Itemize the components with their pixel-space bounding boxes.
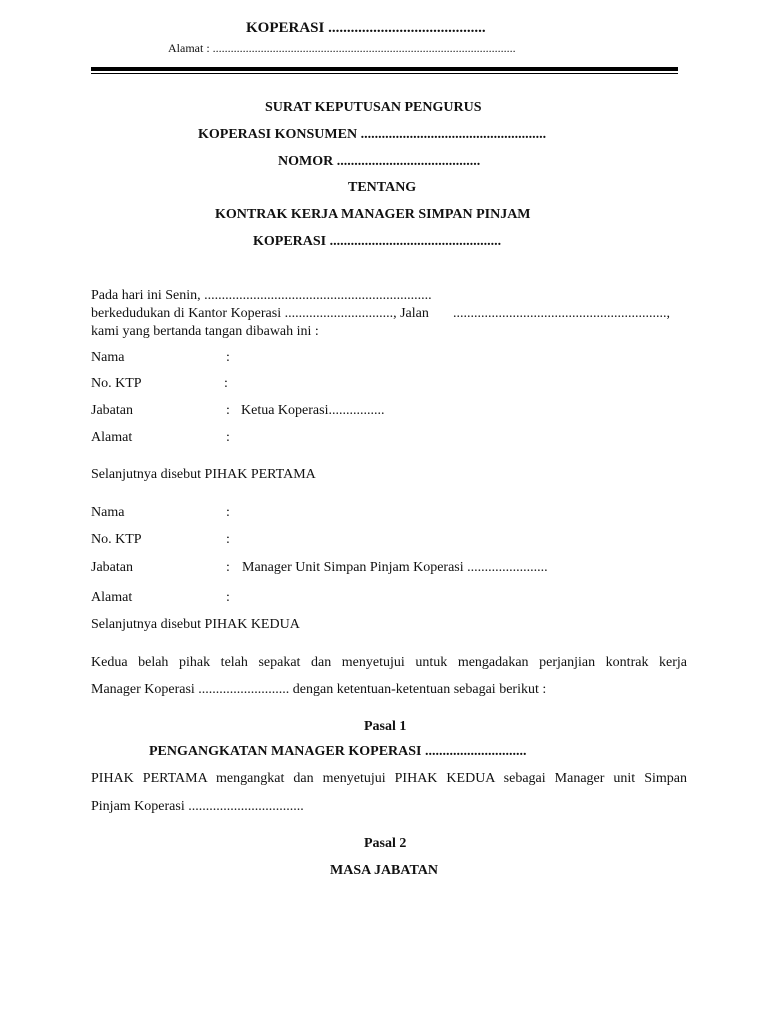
- p1-label-jabatan: Jabatan: [91, 403, 133, 418]
- p1-sep-alamat: :: [226, 430, 230, 445]
- p1-sep-ktp: :: [224, 376, 228, 391]
- title-line-3: NOMOR .........................................: [278, 154, 481, 169]
- p1-sep-nama: :: [226, 350, 230, 365]
- agreement-line-1: Kedua belah pihak telah sepakat dan menyetujui untuk mengadakan perjanjian kontrak kerja: [91, 655, 687, 670]
- p1-label-alamat: Alamat: [91, 430, 133, 445]
- title-line-5: KONTRAK KERJA MANAGER SIMPAN PINJAM: [215, 207, 531, 222]
- org-address: Alamat : .....................................................................................................: [168, 41, 516, 55]
- p2-sep-alamat: :: [226, 590, 230, 605]
- p2-value-jabatan: Manager Unit Simpan Pinjam Koperasi .......................: [242, 560, 548, 575]
- p2-sep-nama: :: [226, 505, 230, 520]
- intro-line-2a: berkedudukan di Kantor Koperasi ..............................., Jalan: [91, 306, 429, 321]
- p1-sep-jabatan: :: [226, 403, 230, 418]
- title-line-4: TENTANG: [348, 180, 417, 195]
- header-rule-thin: [91, 73, 678, 74]
- intro-line-1: Pada hari ini Senin, .................................................................: [91, 288, 432, 303]
- header-rule-thick: [91, 67, 678, 71]
- p2-label-ktp: No. KTP: [91, 532, 142, 547]
- pasal-2-title: Pasal 2: [364, 836, 407, 851]
- agreement-line-2: Manager Koperasi .......................... dengan ketentuan-ketentuan sebagai berikut :: [91, 682, 547, 697]
- pasal-1-line-1: PIHAK PERTAMA mengangkat dan menyetujui PIHAK KEDUA sebagai Manager unit Simpan: [91, 771, 687, 786]
- title-line-2: KOPERASI KONSUMEN .....................................................: [198, 127, 547, 142]
- org-name: KOPERASI ..........................................: [246, 20, 486, 36]
- p1-value-jabatan: Ketua Koperasi................: [241, 403, 385, 418]
- pasal-2-heading: MASA JABATAN: [330, 863, 438, 878]
- p2-label-jabatan: Jabatan: [91, 560, 133, 575]
- p1-label-nama: Nama: [91, 350, 125, 365]
- title-line-6: KOPERASI .................................................: [253, 234, 502, 249]
- title-line-1: SURAT KEPUTUSAN PENGURUS: [265, 100, 482, 115]
- p2-label-alamat: Alamat: [91, 590, 133, 605]
- intro-line-3: kami yang bertanda tangan dibawah ini :: [91, 324, 319, 339]
- pasal-1-line-2: Pinjam Koperasi .................................: [91, 799, 304, 814]
- p2-sep-ktp: :: [226, 532, 230, 547]
- p2-label-nama: Nama: [91, 505, 125, 520]
- p1-note: Selanjutnya disebut PIHAK PERTAMA: [91, 467, 316, 482]
- p2-note: Selanjutnya disebut PIHAK KEDUA: [91, 617, 300, 632]
- pasal-1-heading: PENGANGKATAN MANAGER KOPERASI .............................: [149, 744, 527, 759]
- intro-line-2b: .............................................................,: [453, 306, 670, 321]
- pasal-1-title: Pasal 1: [364, 719, 407, 734]
- p1-label-ktp: No. KTP: [91, 376, 142, 391]
- p2-sep-jabatan: :: [226, 560, 230, 575]
